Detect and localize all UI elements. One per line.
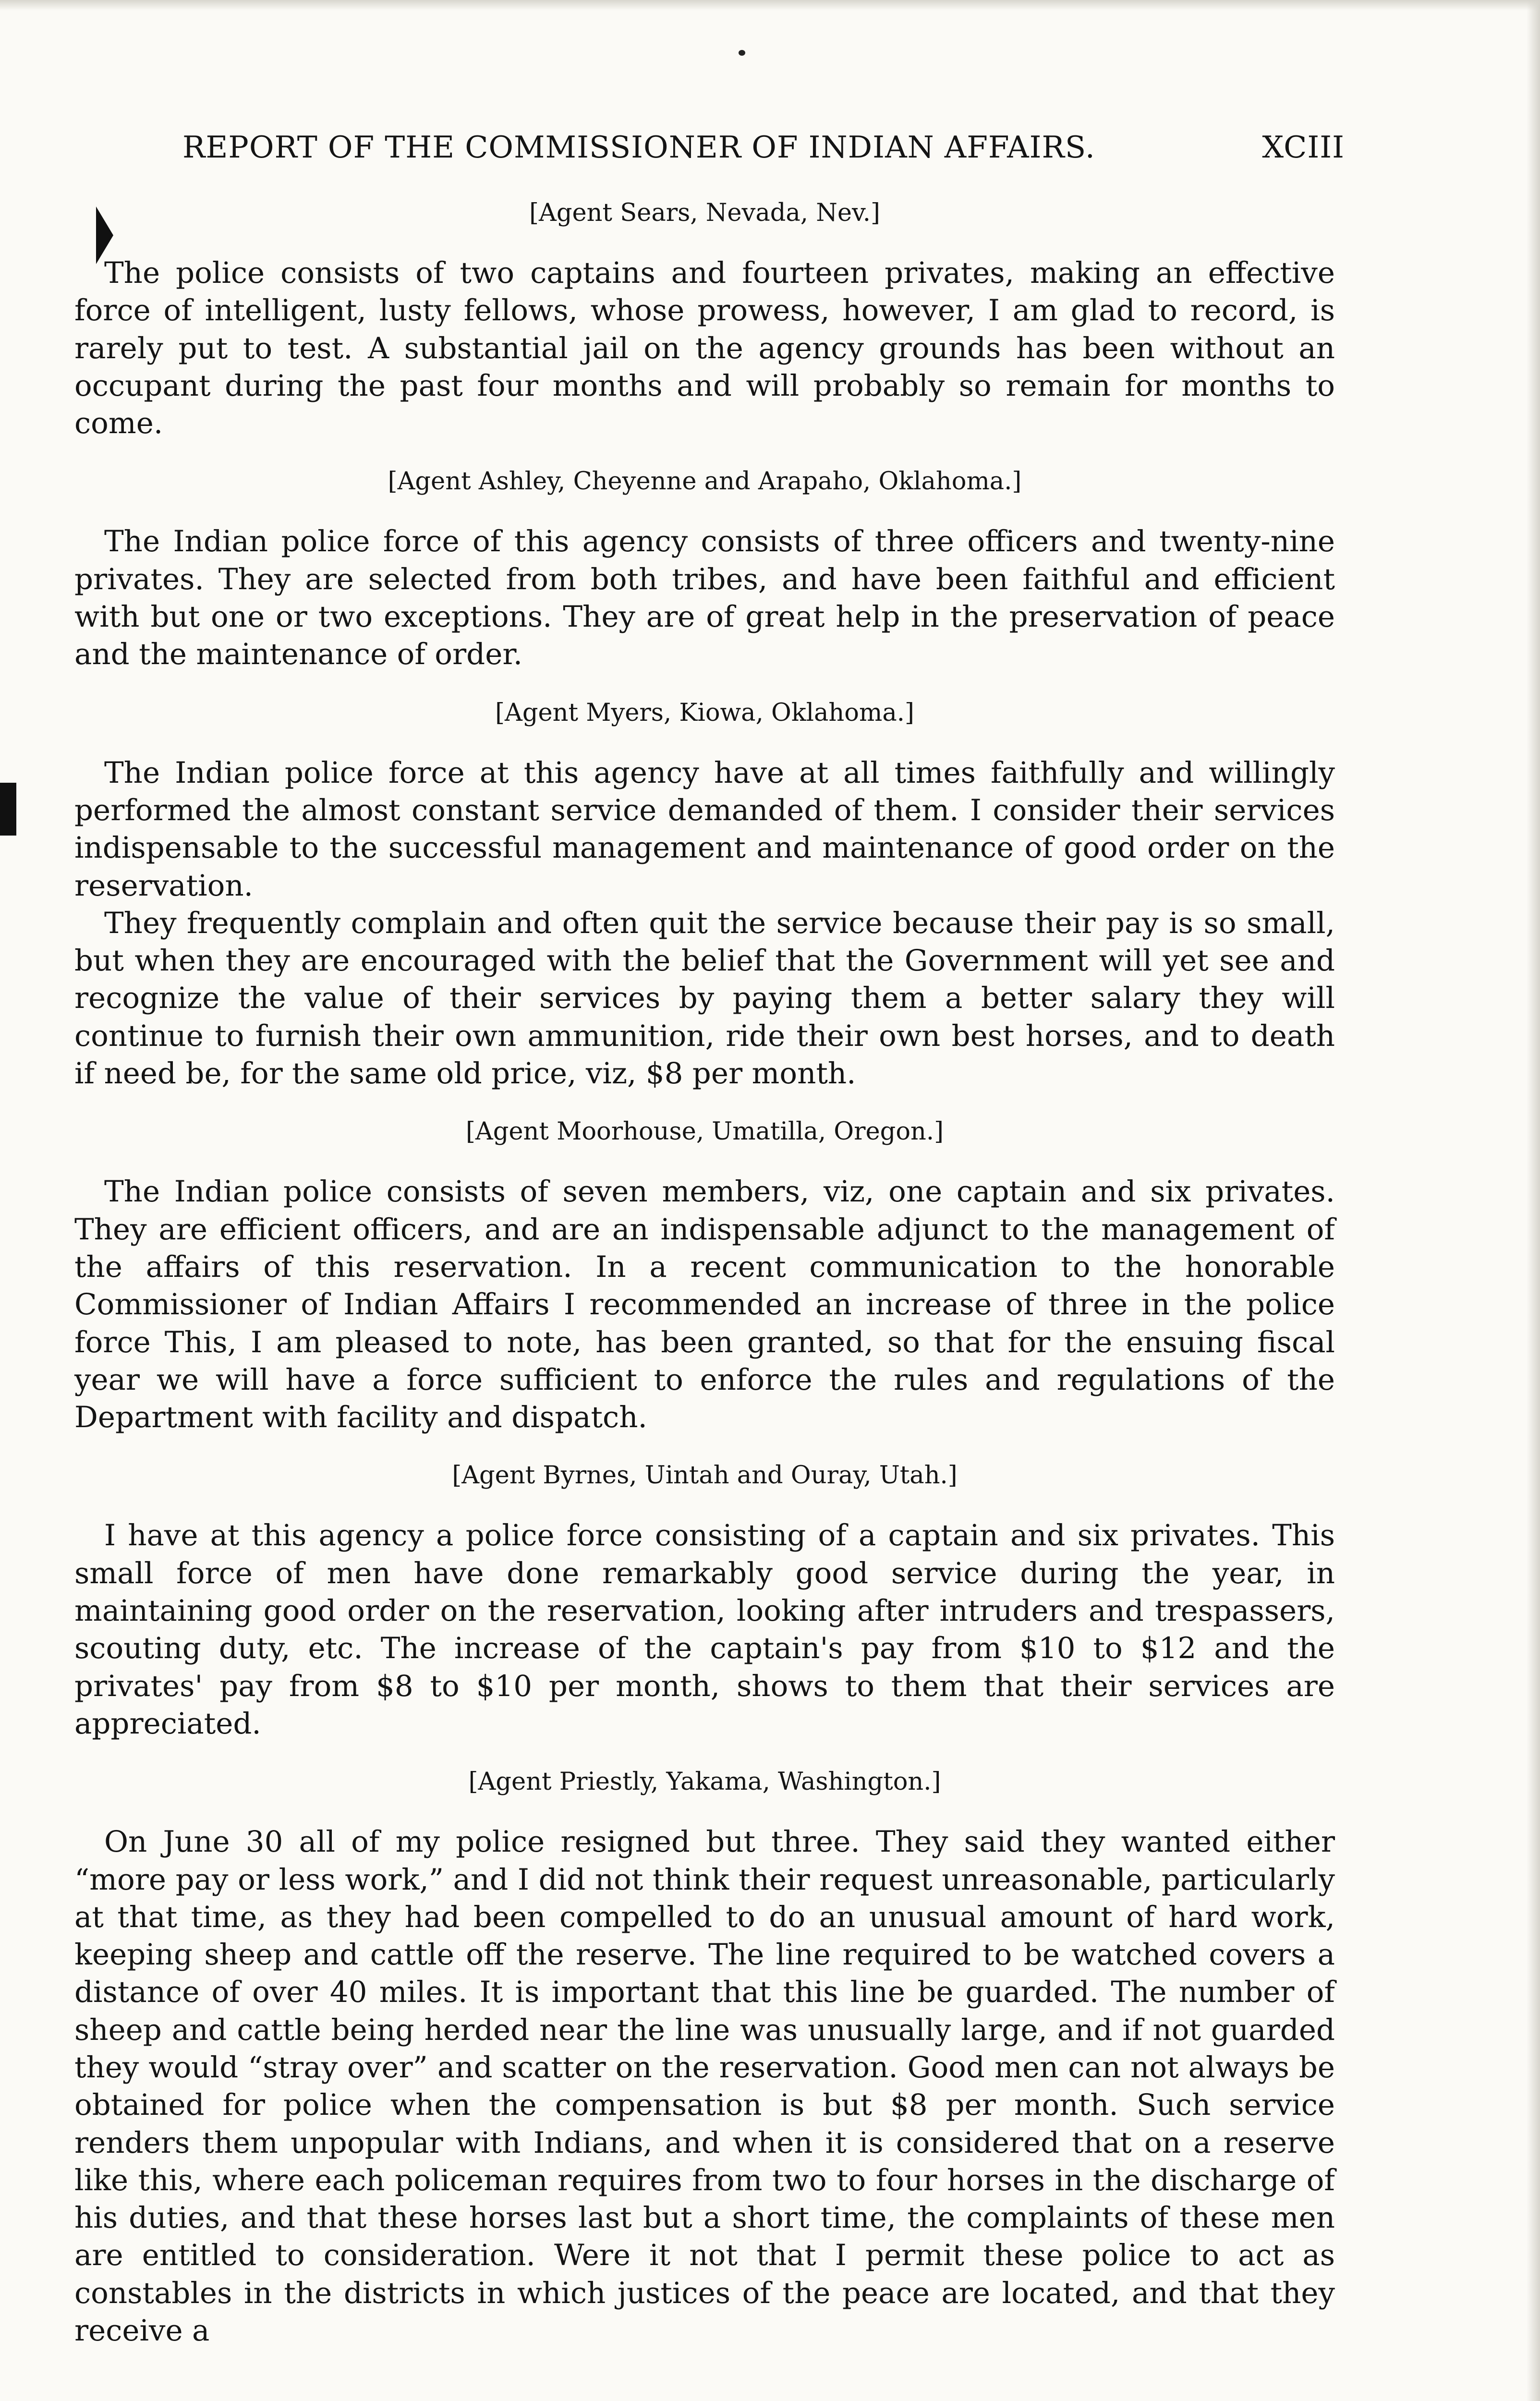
section-ashley [74,464,1335,673]
report-body [74,196,1335,2350]
section-sears [74,196,1335,442]
section-heading: [Agent Byrnes, Uintah and Ouray, Utah.] [452,1461,958,1490]
paragraph: The Indian police consists of seven members, viz, one captain and six privates. They are efficient officers, and are an indispensable adjunct to the management of the affairs of this reservation. In a recent communication to the honorable Commissioner of Indian Affairs I recommended an increase of three in the police force This, I am pleased to note, has been granted, so that for the ensuing fiscal year we will have a force sufficient to enforce the rules and regulations of the Department with facility and dispatch. [74,1175,1335,1435]
section-heading: [Agent Myers, Kiowa, Oklahoma.] [495,698,914,727]
paragraph: I have at this agency a police force consisting of a captain and six privates. This small force of men have done remarkably good service during the year, in maintaining good order on the reservation, looking after intruders and trespassers, scouting duty, etc. The increase of the captain's pay from $10 to $12 and the privates' pay from $8 to $10 per month, shows to them that their services are appreciated. [74,1518,1335,1741]
paragraph: They frequently complain and often quit the service because their pay is so small, but when they are encouraged with the belief that the Government will yet see and recognize the value of their services by paying them a better salary they will continue to furnish their own ammunition, ride their own best horses, and to death if need be, for the same old price, viz, $8 per month. [74,906,1335,1091]
section-moorhouse [74,1115,1335,1436]
section-heading: [Agent Priestly, Yakama, Washington.] [468,1768,941,1796]
scan-edge-right [1527,0,1540,2401]
section-heading: [Agent Sears, Nevada, Nev.] [529,199,880,227]
section-priestly [74,1765,1335,2350]
paragraph: The Indian police force at this agency have at all times faithfully and willingly performed the almost constant service demanded of them. I consider their services indispensable to the successful management and maintenance of good order on the reservation. [74,755,1335,903]
section-byrnes [74,1458,1335,1743]
binding-edge-mark [0,783,16,836]
section-myers [74,696,1335,1093]
running-header [182,126,1345,169]
header-title: REPORT OF THE COMMISSIONER OF INDIAN AFFAIRS. [182,130,1095,165]
section-heading: [Agent Ashley, Cheyenne and Arapaho, Oklahoma.] [388,467,1022,496]
paragraph: The Indian police force of this agency consists of three officers and twenty-nine privates. They are selected from both tribes, and have been faithful and efficient with but one or two exceptions. They are of great help in the preservation of peace and the maintenance of order. [74,524,1335,672]
paragraph: The police consists of two captains and fourteen privates, making an effective force of intelligent, lusty fellows, whose prowess, however, I am glad to record, is rarely put to test. A substantial jail on the agency grounds has been without an occupant during the past four months and will probably so remain for months to come. [74,256,1335,441]
page-number: XCIII [1262,130,1345,165]
ink-dot [739,50,745,56]
scan-edge-top [0,0,1540,11]
section-heading: [Agent Moorhouse, Umatilla, Oregon.] [466,1117,944,1146]
paragraph: On June 30 all of my police resigned but three. They said they wanted either “more pay or less work,” and I did not think their request unreasonable, particularly at that time, as they had been compelled to do an unusual amount of hard work, keeping sheep and cattle off the reserve. The line required to be watched covers a distance of over 40 miles. It is important that this line be guarded. The number of sheep and cattle being herded near the line was unusually large, and if not guarded they would “stray over” and scatter on the reservation. Good men can not always be obtained for police when the compensation is but $8 per month. Such service renders them unpopular with Indians, and when it is considered that on a reserve like this, where each policeman requires from two to four horses in the discharge of his duties, and that these horses last but a short time, the complaints of these men are entitled to consideration. Were it not that I permit these police to act as constables in the districts in which justices of the peace are located, and that they receive a [74,1825,1335,2348]
